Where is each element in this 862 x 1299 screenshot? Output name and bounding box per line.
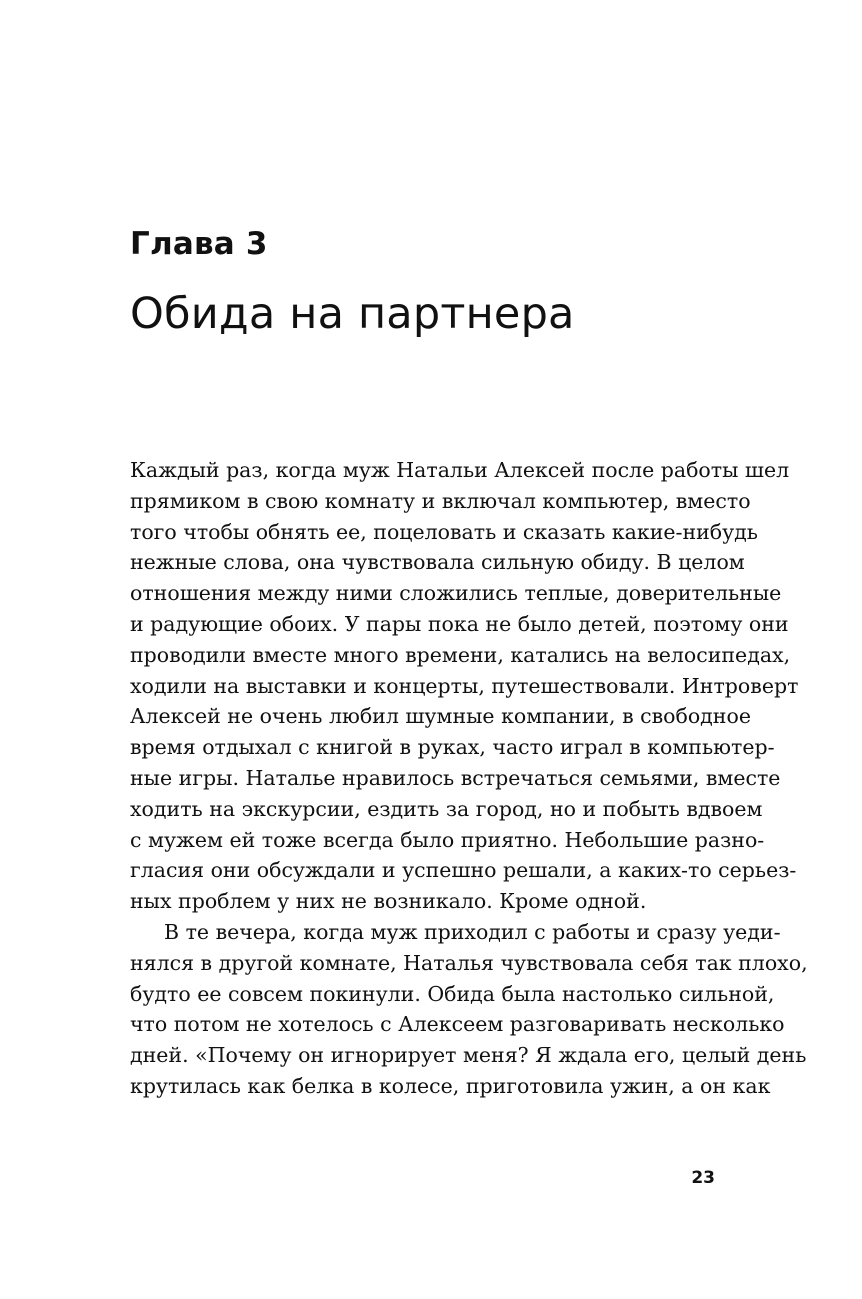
text-line: с мужем ей тоже всегда было приятно. Небольшие разно-: [130, 827, 765, 852]
text-line: время отдыхал с книгой в руках, часто играл в компьютер-: [130, 735, 775, 760]
paragraph-first-line: В те вечера, когда муж приходил с работы и сразу уеди-: [164, 919, 781, 944]
text-line: ходили на выставки и концерты, путешествовали. Интроверт: [130, 673, 799, 698]
chapter-label: Глава 3: [130, 226, 268, 262]
paragraph-last-line: ных проблем у них не возникало. Кроме одной.: [130, 889, 647, 914]
text-line: проводили вместе много времени, катались на велосипедах,: [130, 642, 791, 667]
text-line: ходить на экскурсии, ездить за город, но и побыть вдвоем: [130, 796, 763, 821]
text-line: дней. «Почему он игнорирует меня? Я ждала его, целый день: [130, 1043, 807, 1068]
text-line: Каждый раз, когда муж Натальи Алексей после работы шел: [130, 458, 790, 482]
text-line: нежные слова, она чувствовала сильную обиду. В целом: [130, 550, 745, 575]
text-line: нялся в другой комнате, Наталья чувствовала себя так плохо,: [130, 950, 808, 975]
body-text: [130, 455, 808, 1102]
chapter-title: Обида на партнера: [130, 289, 575, 339]
text-line: Алексей не очень любил шумные компании, в свободное: [130, 704, 751, 729]
page-number: 23: [691, 1168, 715, 1188]
text-line: отношения между ними сложились теплые, доверительные: [130, 581, 782, 606]
text-line: ные игры. Наталье нравилось встречаться семьями, вместе: [130, 765, 781, 790]
text-line: что потом не хотелось с Алексеем разговаривать несколько: [130, 1012, 785, 1037]
text-line: будто ее совсем покинули. Обида была настолько сильной,: [130, 981, 775, 1006]
text-line: крутилась как белка в колесе, приготовила ужин, а он как: [130, 1073, 771, 1098]
text-line: того чтобы обнять ее, поцеловать и сказать какие-нибудь: [130, 519, 758, 544]
text-line: гласия они обсуждали и успешно решали, а каких-то серьез-: [130, 858, 797, 883]
text-line: прямиком в свою комнату и включал компьютер, вместо: [130, 488, 751, 513]
text-line: и радующие обоих. У пары пока не было детей, поэтому они: [130, 611, 789, 636]
